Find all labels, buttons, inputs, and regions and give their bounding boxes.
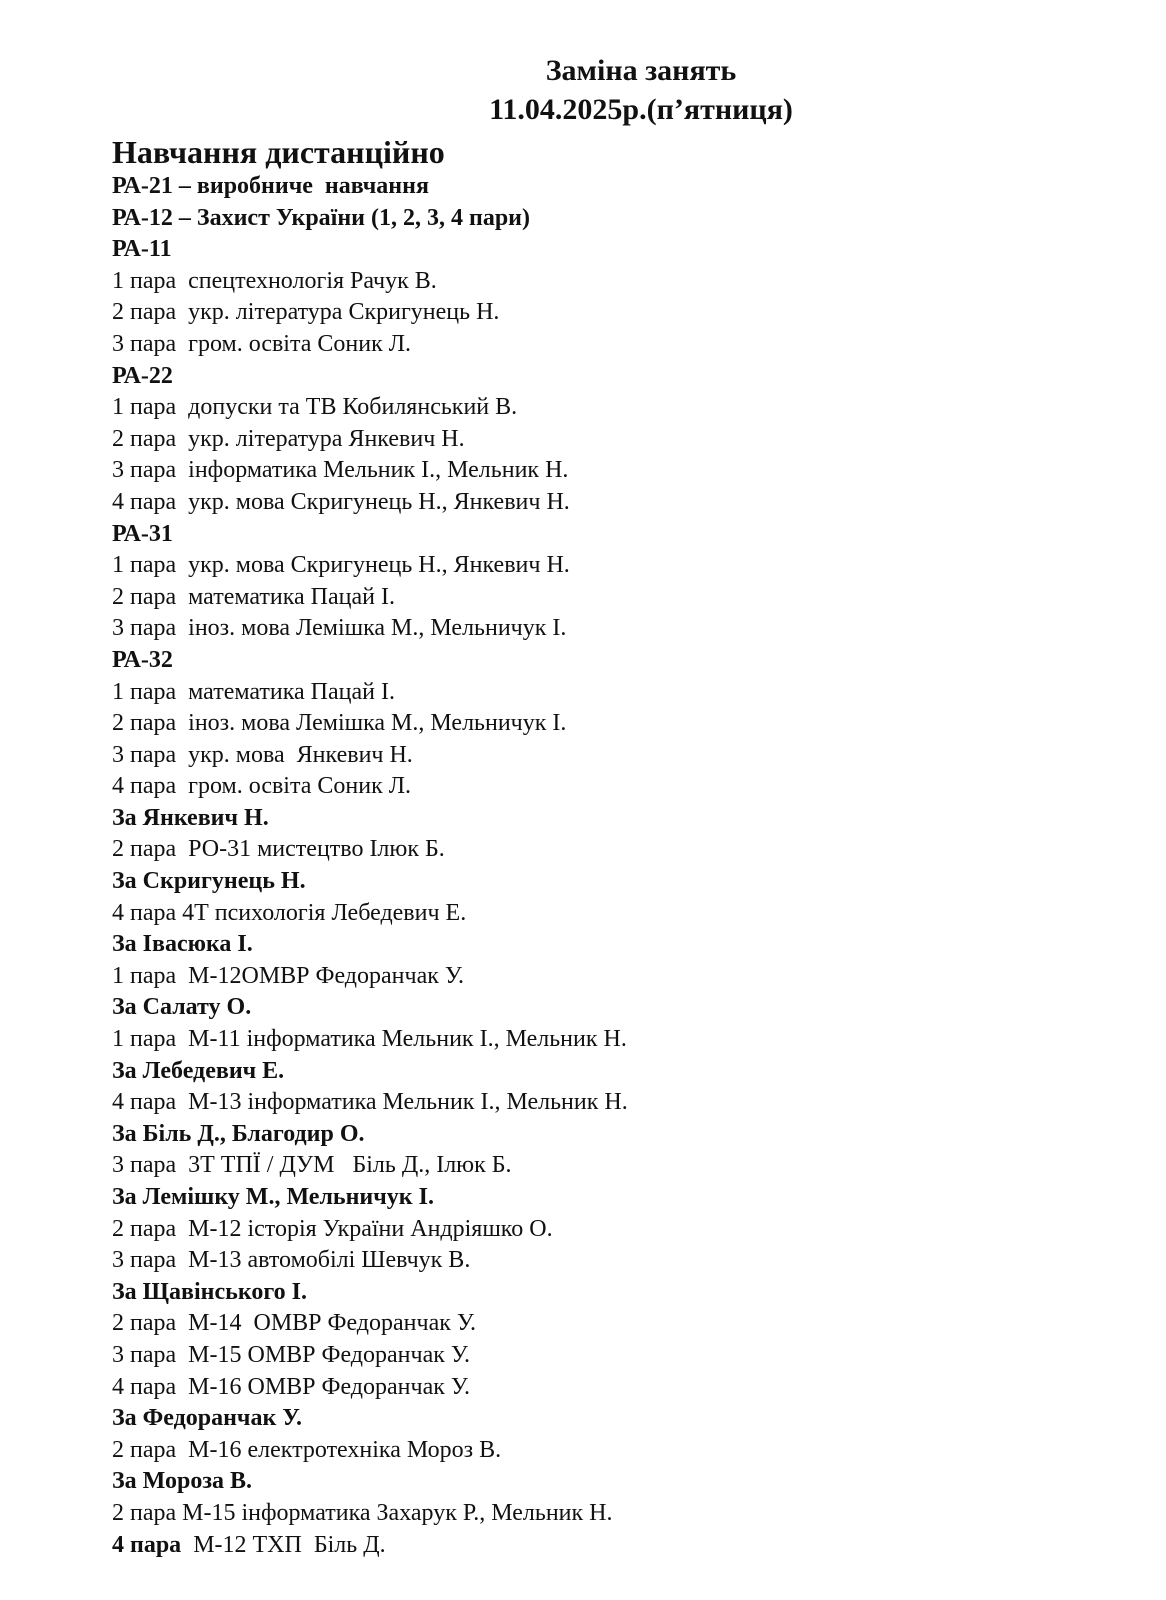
group-heading: РА-32: [112, 646, 173, 673]
schedule-line: 2 пара іноз. мова Лемішка М., Мельничук І.: [112, 710, 567, 737]
schedule-line: 1 пара математика Пацай І.: [112, 678, 395, 705]
schedule-line: 3 пара М-15 ОМВР Федоранчак У.: [112, 1341, 470, 1368]
lesson-number: 4 пара: [112, 1531, 182, 1558]
group-heading: За Мороза В.: [112, 1468, 253, 1495]
group-heading: РА-31: [112, 520, 173, 547]
schedule-line: 4 пара укр. мова Скригунець Н., Янкевич Н.: [112, 488, 570, 515]
schedule-line: 1 пара М-11 інформатика Мельник І., Мельник Н.: [112, 1026, 627, 1053]
schedule-line: 4 пара М-13 інформатика Мельник І., Мельник Н.: [112, 1089, 628, 1116]
group-heading: РА-22: [112, 362, 173, 389]
document-title: Заміна занять: [545, 54, 737, 87]
schedule-line: 1 пара укр. мова Скригунець Н., Янкевич Н.: [112, 552, 570, 579]
group-heading: За Федоранчак У.: [112, 1405, 302, 1432]
group-heading: За Біль Д., Благодир О.: [112, 1120, 365, 1147]
schedule-line: 3 пара 3Т ТПЇ / ДУМ Біль Д., Ілюк Б.: [112, 1152, 512, 1179]
schedule-line: 2 пара М-14 ОМВР Федоранчак У.: [112, 1310, 476, 1337]
schedule-line: 4 пара гром. освіта Соник Л.: [112, 773, 412, 800]
schedule-line: 2 пара укр. література Скригунець Н.: [112, 299, 500, 326]
schedule-line: 1 пара спецтехнологія Рачук В.: [112, 267, 437, 294]
group-heading: РА-21 – виробниче навчання: [112, 173, 429, 199]
group-heading: РА-12 – Захист України (1, 2, 3, 4 пари): [112, 204, 530, 231]
group-heading: За Івасюка І.: [112, 931, 253, 958]
schedule-line: 2 пара М-16 електротехніка Мороз В.: [112, 1436, 502, 1463]
schedule-line: 1 пара М-12ОМВР Федоранчак У.: [112, 962, 464, 989]
group-heading: За Скригунець Н.: [112, 868, 306, 895]
schedule-line: 3 пара іноз. мова Лемішка М., Мельничук І.: [112, 615, 567, 642]
schedule-line: 2 пара математика Пацай І.: [112, 583, 395, 610]
schedule-line: 2 пара М-15 інформатика Захарук Р., Мельник Н.: [112, 1499, 613, 1526]
group-heading: За Лебедевич Е.: [112, 1057, 285, 1084]
schedule-line: 3 пара укр. мова Янкевич Н.: [112, 741, 413, 768]
schedule-line: 2 пара РО-31 мистецтво Ілюк Б.: [112, 836, 445, 863]
schedule-line: 4 пара М-16 ОМВР Федоранчак У.: [112, 1373, 470, 1400]
lesson-detail: М-12 ТХП Біль Д.: [181, 1531, 386, 1558]
schedule-list: [112, 171, 1142, 1561]
group-heading: РА-11: [112, 236, 172, 263]
schedule-line: 2 пара М-12 історія України Андріяшко О.: [112, 1215, 553, 1242]
schedule-line: 4 пара 4Т психологія Лебедевич Е.: [112, 899, 467, 926]
schedule-line: 3 пара М-13 автомобілі Шевчук В.: [112, 1247, 471, 1274]
group-heading: За Щавінського І.: [112, 1278, 307, 1305]
schedule-line: 3 пара інформатика Мельник І., Мельник Н.: [112, 457, 569, 484]
document-date: 11.04.2025р.(п’ятниця): [489, 93, 793, 126]
section-heading: Навчання дистанційно: [112, 134, 445, 170]
group-heading: За Янкевич Н.: [112, 804, 269, 831]
group-heading: За Салату О.: [112, 994, 252, 1021]
schedule-line: [112, 1530, 1142, 1562]
schedule-line: 3 пара гром. освіта Соник Л.: [112, 330, 412, 357]
group-heading: За Лемішку М., Мельничук І.: [112, 1184, 434, 1210]
schedule-line: 1 пара допуски та ТВ Кобилянський В.: [112, 394, 518, 421]
schedule-line: 2 пара укр. література Янкевич Н.: [112, 425, 465, 452]
